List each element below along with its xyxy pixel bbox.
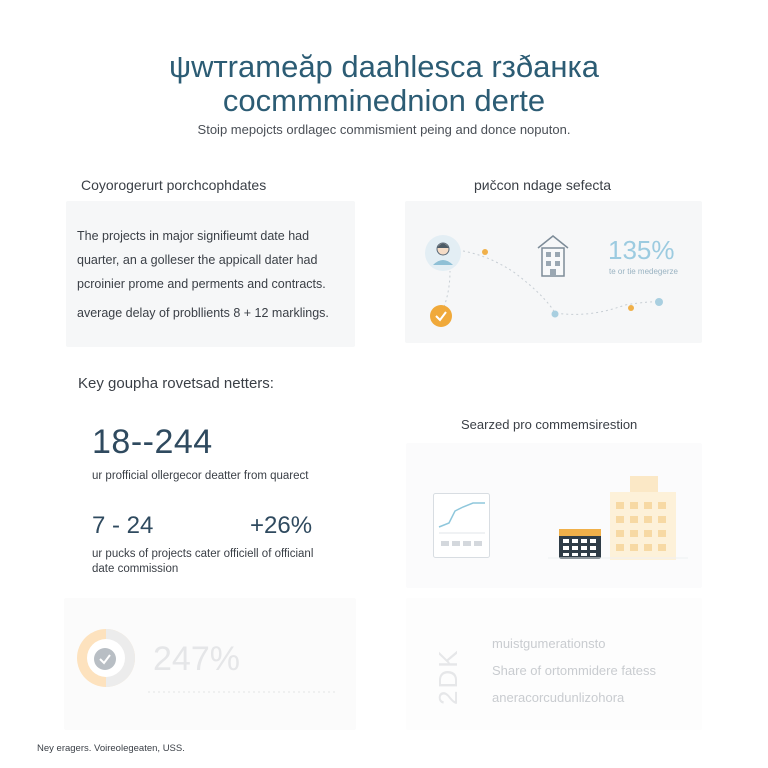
left-top-heading: Coyorogerurt porchcophdates [81, 177, 267, 193]
left-top-line-2: quarter, an a golleser the appicall dater had [77, 253, 318, 267]
bottom-right-vertical-label: 2DK [433, 648, 463, 705]
building-icon [535, 234, 571, 278]
right-mid-heading: Searzed pro commemsirestion [461, 417, 638, 432]
bottom-right-line-1: muistgumerationsto [492, 636, 606, 651]
line-chart-icon [433, 493, 491, 559]
key-big-value: 18--244 [92, 423, 213, 461]
bottom-right-line-2: Share of ortommidere fatess [492, 663, 657, 678]
right-top-heading: pиčcon ndage sefecta [474, 177, 612, 193]
key-caption-line-2: date commission [92, 563, 179, 575]
title-line-1: ψwтrameăp daahlesca rзðaнка [169, 49, 599, 84]
left-top-line-4: average delay of probllients 8 + 12 marklings. [77, 306, 329, 320]
key-big-caption: ur profficial ollergecor deatter from quarect [92, 470, 309, 482]
ground-line [548, 553, 688, 561]
right-top-stat-value: 135% [608, 235, 675, 265]
checkmark-badge-icon [92, 646, 118, 672]
left-top-panel [66, 201, 355, 347]
key-value-b: +26% [250, 512, 313, 539]
bottom-left-value: 247% [153, 640, 240, 678]
key-section-heading: Key goupha rovetsad netters: [78, 375, 274, 392]
office-building-icon [608, 474, 678, 560]
footer-note: Ney eragers. Voireolegeaten, USS. [37, 743, 185, 754]
key-caption-line-1: ur pucks of projects cater officiell of officianl [92, 548, 314, 560]
title-line-2: cocmmminednion derte [222, 83, 546, 118]
page-title [0, 50, 768, 118]
key-value-a: 7 - 24 [92, 512, 154, 539]
check-icon [429, 304, 453, 328]
left-top-line-3: pcroinier prome and perments and contracts. [77, 277, 326, 291]
avatar-icon [423, 233, 463, 273]
right-top-stat-caption: te or tie medegerze [609, 267, 678, 276]
left-top-line-1: The projects in major signifieumt date had [77, 229, 310, 243]
page-subtitle: Stoip mepojcts ordlagec commismient peing and donce noputon. [197, 122, 571, 137]
dotted-divider [148, 690, 338, 694]
bottom-right-line-3: aneracorcudunlizohora [492, 690, 625, 705]
